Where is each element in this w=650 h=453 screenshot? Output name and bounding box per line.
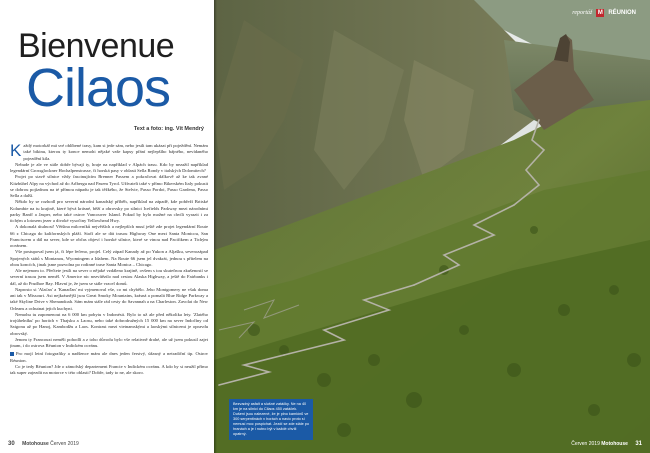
paragraph: Co je tedy Réunion? Jde o zámořský departement Francie v Indickém oceánu. A kdo by si neužil přímo tak super zajezdit na motorce v této oblasti? Dobře, tady to ne, ale skoro. [10, 363, 208, 375]
section-place: RÉUNION [608, 10, 636, 16]
article-body [10, 143, 208, 435]
publication-name: Motohouse [601, 441, 628, 447]
section-label: reportáž [572, 10, 593, 16]
paragraph: Naprosto si 'Alaťan' a 'Kanaďan' mi vyjmenoval vše, co mi chybělo. Jeho Montgomery ne však doma ani tak v Missouri. Asi nejkrásnější jsou Great Smoky Mountains, krásná a pomalá Blue Ridge Parkway a také Skyline Drive v Shenandoah. Sám mám stále rád cesty do Savannah a na Charleston. Zavolat do New Orleans a ochutnat jejich kuchyni. [10, 286, 208, 311]
left-footer [8, 441, 79, 447]
issue-date: Červen 2019 [571, 441, 600, 447]
section-marker [10, 352, 14, 356]
paragraph: Nemohu tu zapomenout na 6 000 km pobytu v Indonésii. Bylo to už ale před několika lety. 'Zlatého trojúhelníku' po horách v Thajsku a Laosu, nebo také dobrodružných 15 000 km na sever Indočíny od Saigonu až po Hanoj, Kambodžu a Laos. Kontrast mezi vietnamskými a laoskými silnicemi je opravdu obrovský. [10, 311, 208, 336]
issue-date: Červen 2019 [50, 441, 79, 447]
paragraph: Nebude je ale ve stále dobře bývají ty, hraje na například v Alpách trasu. Kdo by nezažil například legendární Grossglockner Hochalpenstrasse, či horská pasy v oblasti Sella Rondy v italských Dolomitech? [10, 161, 208, 173]
paragraph: Někdo by se rozhodl pro severní národní kanadský příběh, například na západě, kde pobřeží Britské Kolumbie na tu krajině, které bývá krásné, běží a obrovsky po silnici Icefields Parkway mezi národními parky Banff a Jasper, nebo také ostrov Vancouver Island. Pokud by bylo možné na chvíli vyrazit i za tichým a lotosem jezer a divoké vysočiny Yellowhead Hwy. [10, 199, 208, 223]
dropcap: K [10, 143, 22, 160]
publication-name: Motohouse [22, 441, 49, 447]
byline: Text a foto: ing. Vít Mendrý [133, 126, 204, 132]
mountain-road-photo [214, 0, 650, 453]
paragraph: Projet po stavě silnice vždy fascinujícím Brenner Passem a pokračovat dálkově až ke tak zvané Kitzbühel Alpy na východ až do Arlbergu nad Pasem Tyrol. Užívateli také v přímo Bikerském Italy pokusit se dobrou pojízdnou na té přímou nápadu je tak těžkého, že Stelvie, Passo Pordoi, Passo Gardena, Passo Sella a další. [10, 174, 208, 198]
magazine-logo-icon: M [597, 10, 603, 16]
headline-line2: Cilaos [26, 58, 171, 118]
right-footer [571, 441, 642, 447]
paragraph: A dokonalá útulnost! Většina milovníků největších a nejlepších musí ještě zde projet legendární Route 66 z Chicaga do kalifornských pláží. Stačí ale se dát trasou Highway One mezi Santa Monicou, San Franciscem a dál na sever, kde se občas objeví i horské silnice, které se vinou nad Pacifikem a Tichým oceánem. [10, 224, 208, 248]
photo-caption: Bezvadný asfalt a slušné zatáčky. Ne na 40 km je na silnici do Cilaos 450 zatáček. Dušení jsou nalezené, že je plno kamiónů ve 300 serpentinách v horách a navíc proto si nemusí moc pospíchat. Jezdí se zde stále po hranách a je i nutno být v každé chvíli opatrný. [229, 399, 313, 440]
paragraph: Pro mojí letní fotografiky a nadšence mám ale dnes jeden čerstvý, úžasný a netradiční tip. Ostrov Réunion. [10, 351, 208, 363]
paragraph: Vše postupoval jsem já, či lépe řečeno, projel. Celý západ Kanady až po Yukon a Aljašku, severozápad Spojených států s Montanou, Wyomingem a Idahem. Na Route 66 jsem jel dvakrát, jednou s přítelem na obou koncích, jinak jsme pozvolna po rodinné trase Santa Monica – Chicago. [10, 249, 208, 267]
paragraph: aždý motorkář má své oblíbené trasy, kam si jede sám, nebo jestli tam ukázat při poježdění. Nemám také bikinu, kterou ty konce nemohi nějaké vaše kapsy přání nejlepšího bájného, nevídaného pojezdění kila. [23, 143, 208, 161]
page-number-left: 30 [8, 441, 15, 447]
section-header [572, 9, 636, 17]
page-gutter [214, 0, 217, 453]
left-page [0, 0, 214, 453]
headline-line1: Bienvenue [18, 27, 175, 65]
right-page-photo [214, 0, 650, 453]
paragraph: Ale nejenom to. Přečtete jestli na sever o nějaké vzdáleno krajině, ovšem s tou skutečnou zkušeností se severní trasou jsem neměl. V Americe nic nezvítězilo nad cestou Alaska Highway, a ještě do Fairbanks i dál, až do Prudhoe Bay. Hlavní je, že jsem se stále vracel domů. [10, 268, 208, 286]
paragraph: Jenom ty Francouzi neměli pohodlí a z toho důvodu bylo vše relativně drahé, ale už jsem pokusil zajet jinam, i do ostrova Réunion v Indickém oceánu. [10, 336, 208, 348]
page-number-right: 31 [635, 441, 642, 447]
